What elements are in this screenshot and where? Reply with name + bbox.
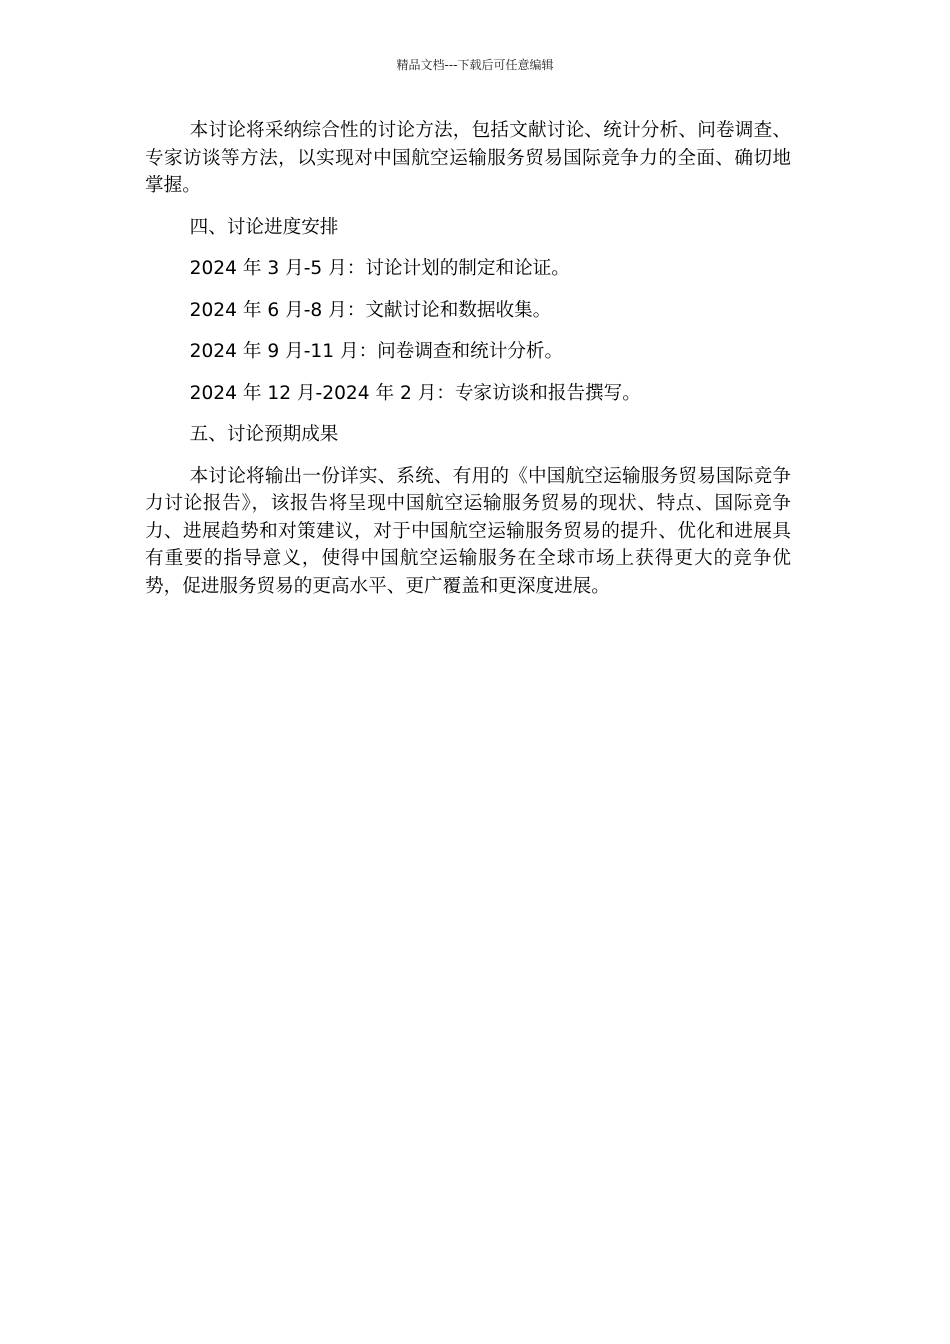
section-heading-schedule: 四、讨论进度安排 — [189, 216, 339, 238]
paragraph-results: 本讨论将输出一份详实、系统、有用的《中国航空运输服务贸易国际竞争力讨论报告》，该报告将呈现中国航空运输服务贸易的现状、特点、国际竞争力、进展趋势和对策建议，对于中国航空运输服务贸易的提升、优化和进展具有重要的指导意义，使得中国航空运输服务在全球市场上获得更大的竞争优势，促进服务贸易的更高水平、更广覆盖和更深度进展。 — [145, 465, 791, 597]
section-heading-results: 五、讨论预期成果 — [189, 424, 339, 445]
page-header: 精品文档---下载后可任意编辑 — [396, 58, 554, 72]
schedule-item-1: 2024 年 3 月-5 月：讨论计划的制定和论证。 — [189, 258, 570, 279]
document-body — [145, 117, 791, 614]
schedule-item-3: 2024 年 9 月-11 月：问卷调查和统计分析。 — [189, 341, 564, 362]
schedule-item-2: 2024 年 6 月-8 月：文献讨论和数据收集。 — [189, 299, 552, 321]
schedule-item-4: 2024 年 12 月-2024 年 2 月：专家访谈和报告撰写。 — [189, 382, 641, 404]
paragraph-methods: 本讨论将采纳综合性的讨论方法，包括文献讨论、统计分析、问卷调查、专家访谈等方法，以实现对中国航空运输服务贸易国际竞争力的全面、确切地掌握。 — [145, 120, 791, 196]
